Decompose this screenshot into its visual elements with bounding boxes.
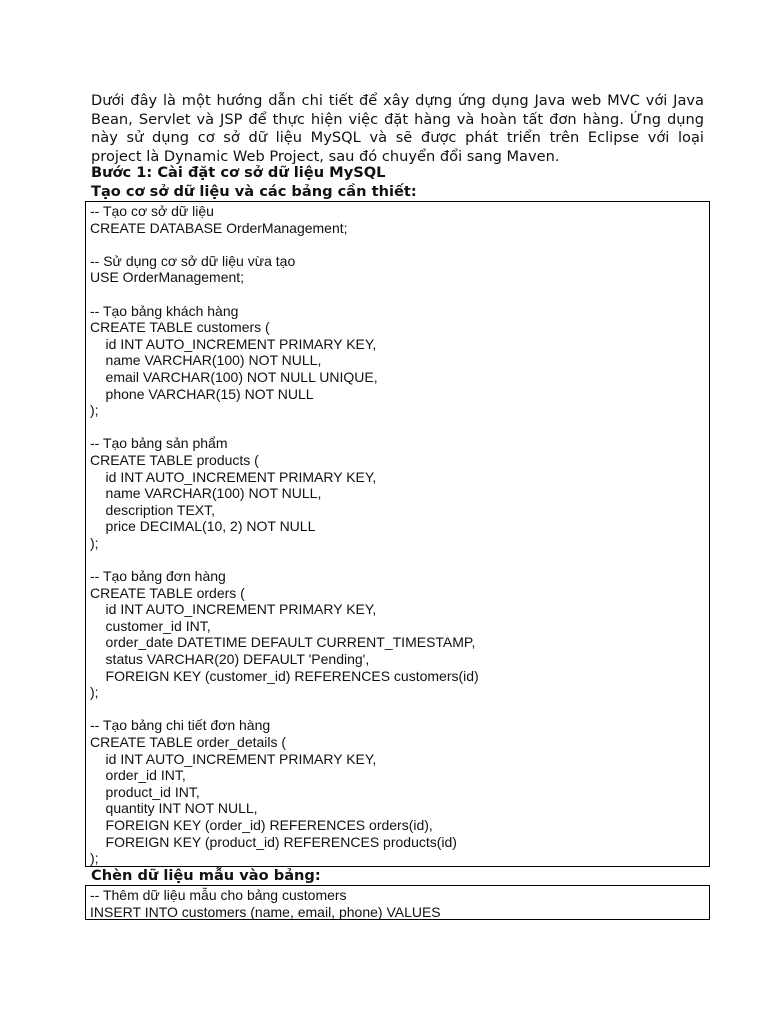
code-line: name VARCHAR(100) NOT NULL,: [90, 485, 322, 502]
code-line: CREATE TABLE order_details (: [90, 734, 287, 750]
code-line: quantity INT NOT NULL,: [90, 800, 258, 817]
code-line: FOREIGN KEY (customer_id) REFERENCES customers(id): [90, 667, 479, 684]
code-line: price DECIMAL(10, 2) NOT NULL: [90, 518, 316, 535]
code-line: FOREIGN KEY (order_id) REFERENCES orders(id),: [90, 816, 433, 833]
code-line: CREATE TABLE products (: [90, 451, 259, 468]
code-line: );: [90, 684, 99, 701]
code-line: );: [90, 402, 99, 419]
code-line: -- Tạo bảng đơn hàng: [90, 568, 226, 585]
code-line: [90, 236, 705, 253]
intro-line: Bean, Servlet và JSP để thực hiện việc đặt hàng và hoàn tất đơn hàng. Ứng dụng: [91, 110, 704, 128]
code-line: id INT AUTO_INCREMENT PRIMARY KEY,: [90, 750, 377, 767]
code-line: [90, 286, 705, 303]
intro-paragraph: [91, 92, 704, 166]
code-line: [90, 551, 705, 568]
code-line: );: [90, 850, 99, 867]
create-section-heading: Tạo cơ sở dữ liệu và các bảng cần thiết:: [91, 183, 417, 200]
code-line: id INT AUTO_INCREMENT PRIMARY KEY,: [90, 601, 377, 618]
code-line: id INT AUTO_INCREMENT PRIMARY KEY,: [90, 335, 377, 352]
code-line: );: [90, 534, 99, 551]
intro-line: này sử dụng cơ sở dữ liệu MySQL và sẽ được phát triển trên Eclipse với loại: [91, 129, 704, 146]
code-line: CREATE TABLE customers (: [90, 319, 270, 336]
code-line: -- Thêm dữ liệu mẫu cho bảng customers: [90, 887, 347, 903]
code-line: description TEXT,: [90, 501, 216, 518]
code-line: [90, 701, 705, 718]
code-line: order_date DATETIME DEFAULT CURRENT_TIMESTAMP,: [90, 634, 476, 651]
code-line: id INT AUTO_INCREMENT PRIMARY KEY,: [90, 468, 377, 485]
code-line: -- Sử dụng cơ sở dữ liệu vừa tạo: [90, 252, 296, 269]
code-line: -- Tạo bảng sản phẩm: [90, 435, 228, 452]
intro-line: project là Dynamic Web Project, sau đó chuyển đổi sang Maven.: [91, 147, 560, 165]
code-line: -- Tạo bảng khách hàng: [90, 302, 239, 319]
sql-insert-code-box: [85, 885, 710, 920]
insert-section-heading: Chèn dữ liệu mẫu vào bảng:: [91, 867, 321, 884]
code-line: name VARCHAR(100) NOT NULL,: [90, 352, 322, 369]
intro-line: Dưới đây là một hướng dẫn chi tiết để xây dựng ứng dụng Java web MVC với Java: [91, 92, 704, 109]
sql-create-code-box: [85, 201, 710, 867]
code-line: INSERT INTO customers (name, email, phone) VALUES: [90, 903, 441, 920]
code-line: email VARCHAR(100) NOT NULL UNIQUE,: [90, 368, 378, 385]
code-line: -- Tạo cơ sở dữ liệu: [90, 203, 214, 219]
code-line: CREATE DATABASE OrderManagement;: [90, 219, 348, 236]
code-line: CREATE TABLE orders (: [90, 584, 245, 601]
step1-heading: Bước 1: Cài đặt cơ sở dữ liệu MySQL: [91, 164, 386, 181]
code-line: FOREIGN KEY (product_id) REFERENCES products(id): [90, 833, 457, 850]
code-line: order_id INT,: [90, 767, 186, 784]
code-line: phone VARCHAR(15) NOT NULL: [90, 385, 314, 402]
code-line: USE OrderManagement;: [90, 269, 245, 286]
code-line: status VARCHAR(20) DEFAULT 'Pending',: [90, 651, 370, 668]
code-line: -- Tạo bảng chi tiết đơn hàng: [90, 717, 271, 734]
code-line: product_id INT,: [90, 783, 200, 800]
code-line: [90, 419, 705, 436]
code-line: customer_id INT,: [90, 617, 211, 634]
